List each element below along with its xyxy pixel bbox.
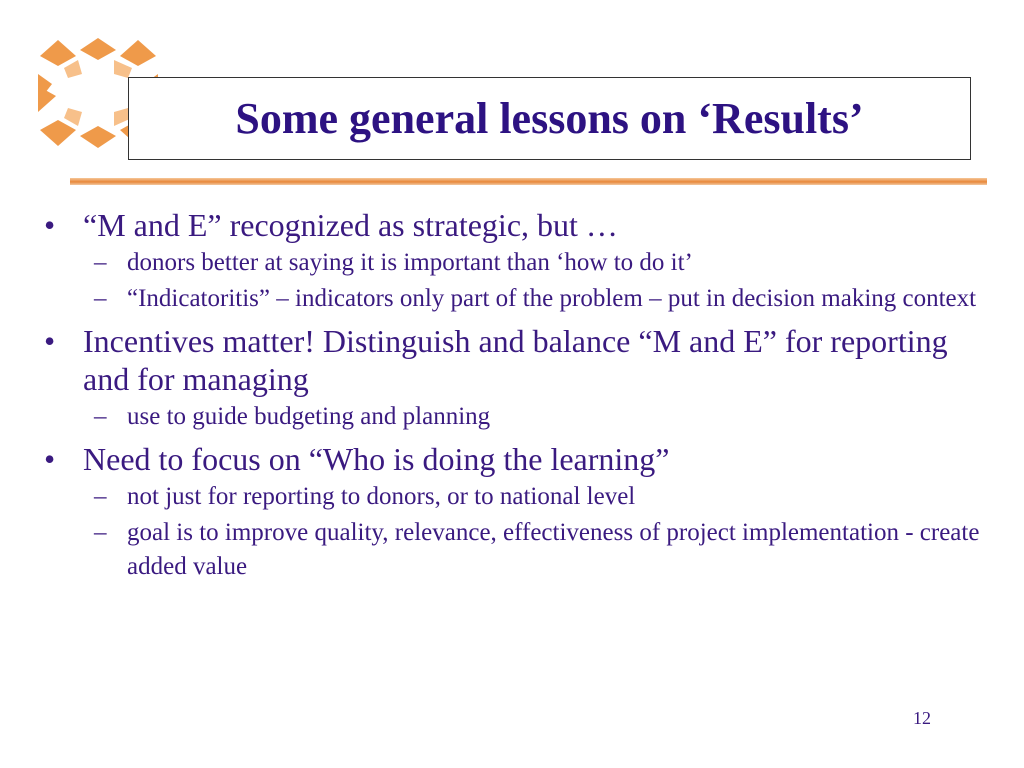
sub-bullet-text: goal is to improve quality, relevance, effectiveness of project implementation - create added value [127,519,980,580]
dash-icon: – [94,483,107,510]
slide-title-box [128,77,971,160]
sub-bullet-text: “Indicatoritis” – indicators only part of the problem – put in decision making context [127,285,977,312]
bullet-dot-icon: • [44,207,56,243]
bullet-text: “M and E” recognized as strategic, but … [83,207,618,243]
sub-bullet-text: use to guide budgeting and planning [127,403,491,430]
bullet-item [40,440,980,584]
dash-icon: – [94,285,107,312]
sub-bullet-text: not just for reporting to donors, or to national level [127,483,636,510]
bullet-dot-icon: • [44,323,56,359]
title-divider [70,178,987,185]
bullet-dot-icon: • [44,441,56,477]
sub-bullet-text: donors better at saying it is important than ‘how to do it’ [127,249,693,276]
bullet-text: Incentives matter! Distinguish and balance “M and E” for reporting and for managing [83,323,948,397]
page-number: 12 [913,708,931,728]
bullet-list [40,200,980,584]
bullet-item [40,206,980,316]
slide-title: Some general lessons on ‘Results’ [235,94,864,143]
dash-icon: – [94,403,107,430]
dash-icon: – [94,519,107,546]
dash-icon: – [94,249,107,276]
bullet-item [40,322,980,434]
bullet-text: Need to focus on “Who is doing the learning” [83,441,670,477]
